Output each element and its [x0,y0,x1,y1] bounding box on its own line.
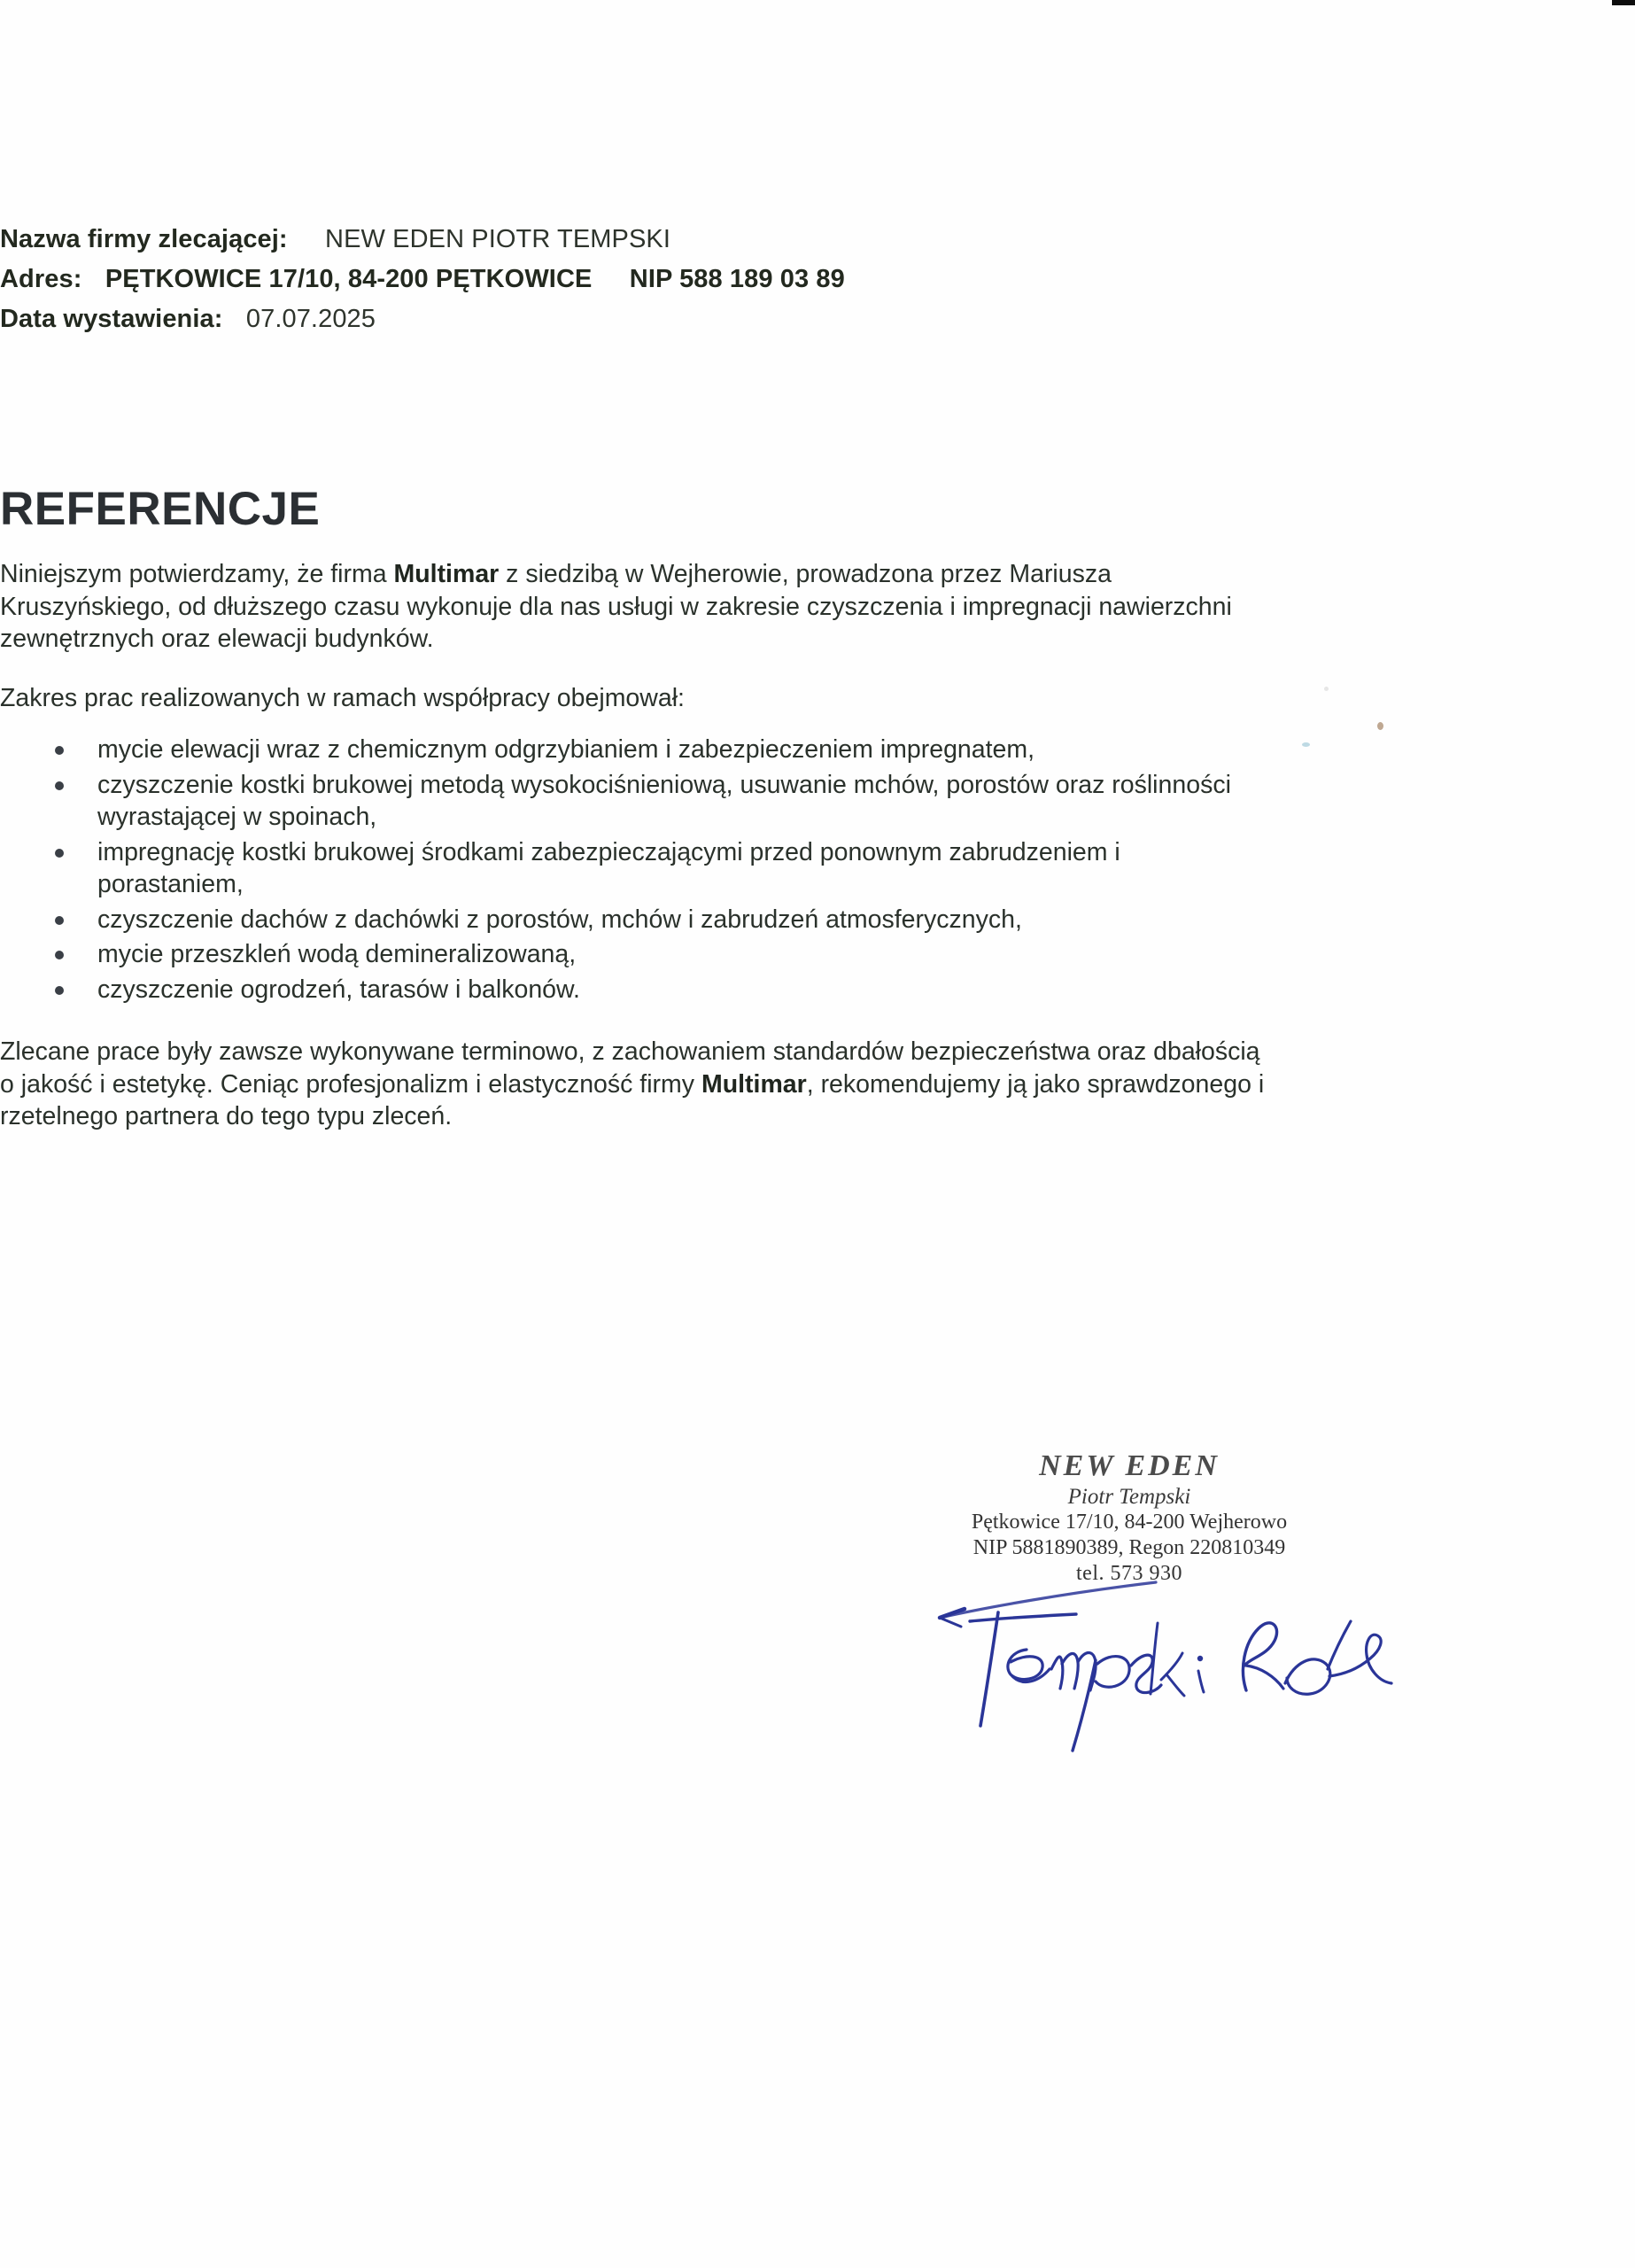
stamp-owner-name: Piotr Tempski [1067,1485,1191,1509]
list-item-label: czyszczenie dachów z dachówki z porostów, mchów i zabrudzeń atmosferycznych, [97,905,1022,934]
page-title: REFERENCJE [0,482,321,535]
date-label: Data wystawienia: [0,305,223,333]
letterhead-company-line [0,220,1258,260]
bullet-icon [55,849,64,858]
bullet-icon [55,916,64,925]
nip-value: NIP 588 189 03 89 [629,265,845,293]
address-label: Adres: [0,265,82,293]
works-list [0,734,1267,1006]
list-item [0,904,1267,936]
letterhead [0,220,1258,339]
scan-speck [1377,722,1383,730]
intro-text-after: z siedzibą w Wejherowie, prowadzona przez Mariusza Kruszyńskiego, od dłuższego czasu wykonuje dla nas usługi w zakresie czyszczenia i impregnacji nawierzchni zewnętrznych oraz elewacji budynków. [0,560,1232,653]
bullet-icon [55,746,64,755]
signature-ink-icon [934,1577,1430,1772]
date-value: 07.07.2025 [245,305,376,333]
intro-paragraph [0,558,1267,656]
list-item [0,769,1267,834]
closing-text-part1: Zlecane prace były zawsze wykonywane terminowo, z zachowaniem standardów bezpieczeństwa oraz dbałością o jakość i estetykę. Ceniąc profesjonalizm i elastyczność firmy [0,1037,1260,1099]
closing-paragraph [0,1036,1267,1133]
scope-heading: Zakres prac realizowanych w ramach współpracy obejmował: [0,683,685,712]
list-item-label: mycie przeszkleń wodą demineralizowaną, [97,940,577,968]
company-label: Nazwa firmy zlecającej: [0,225,288,253]
handwritten-signature [934,1577,1430,1772]
document-body [0,558,1267,1160]
intro-text-before: Niniejszym potwierdzamy, że firma [0,560,394,588]
address-value: PĘTKOWICE 17/10, 84-200 PĘTKOWICE [105,265,593,293]
closing-text-part2: , rekomendujemy ją jako sprawdzonego i rzetelnego partnera do tego typu zleceń. [0,1069,1265,1130]
list-item-label: impregnację kostki brukowej środkami zabezpieczającymi przed ponownym zabrudzeniem i porastaniem, [97,837,1120,898]
closing-company-name: Multimar [701,1069,807,1099]
list-item [0,836,1267,901]
stamp-registration: NIP 5881890389, Regon 220810349 [972,1536,1286,1559]
list-item-label: czyszczenie ogrodzeń, tarasów i balkonów. [97,975,580,1004]
bullet-icon [55,986,64,995]
list-item [0,734,1267,766]
letterhead-date-line [0,299,1258,339]
stamp-phone: tel. 573 930 [1076,1562,1182,1585]
stamp-address: Pętkowice 17/10, 84-200 Wejherowo [971,1511,1288,1534]
company-value: NEW EDEN PIOTR TEMPSKI [325,225,671,253]
list-item [0,938,1267,971]
intro-company-name: Multimar [393,560,500,588]
scan-speck [1302,742,1310,747]
scan-speck [1324,687,1329,691]
list-item [0,974,1267,1006]
scan-artifact-bar [1612,0,1635,5]
bullet-icon [55,951,64,959]
company-stamp [921,1449,1337,1587]
letterhead-address-line [0,260,1258,299]
list-item-label: mycie elewacji wraz z chemicznym odgrzybianiem i zabezpieczeniem impregnatem, [97,735,1035,764]
list-item-label: czyszczenie kostki brukowej metodą wysokociśnieniową, usuwanie mchów, porostów oraz roślinności wyrastającej w spoinach, [97,770,1231,831]
stamp-company-name: NEW EDEN [1039,1449,1220,1482]
bullet-icon [55,781,64,790]
